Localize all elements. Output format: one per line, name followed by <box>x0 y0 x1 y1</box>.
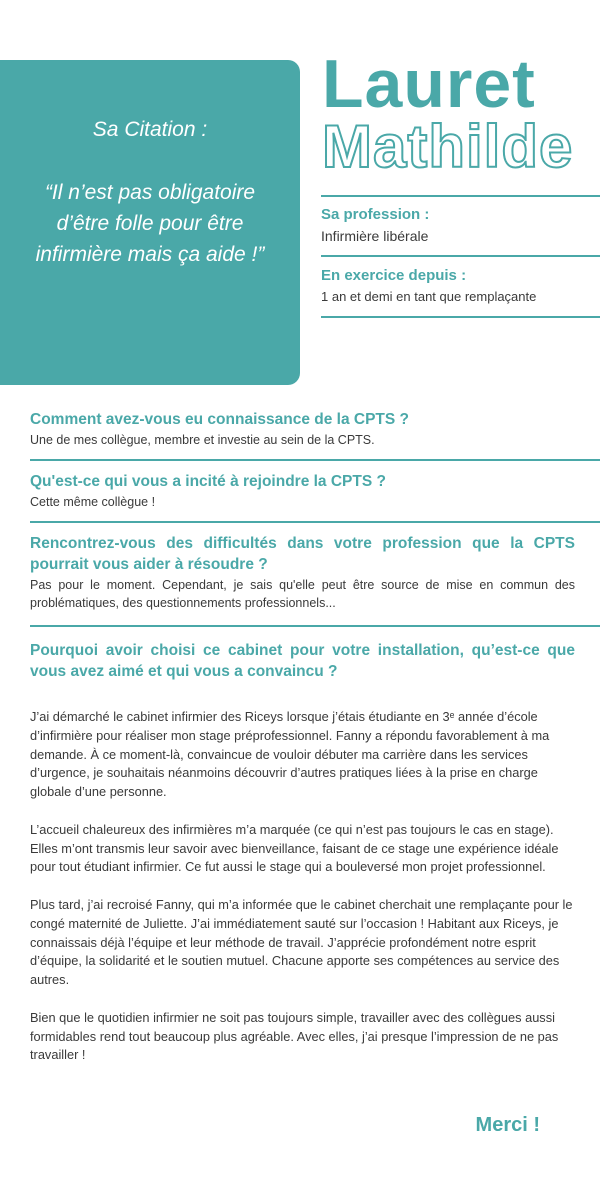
quote-text: “Il n’est pas obligatoire d’être folle pour être infirmière mais ça aide !” <box>35 181 265 266</box>
quote-label: Sa Citation : <box>92 118 208 141</box>
first-name: Mathilde <box>322 113 574 180</box>
question-4: Pourquoi avoir choisi ce cabinet pour votre installation, qu’est-ce que vous avez aimé et qui vous a convaincu ? <box>30 642 575 680</box>
last-name: Lauret <box>322 46 536 122</box>
divider <box>30 459 600 461</box>
divider <box>321 195 600 197</box>
answer-1: Une de mes collègue, membre et investie au sein de la CPTS. <box>30 433 375 447</box>
since-value: 1 an et demi en tant que remplaçante <box>321 289 537 304</box>
paragraph: L’accueil chaleureux des infirmières m’a marquée (ce qui n’est pas toujours le cas en stage). Elles m’ont transmis leur savoir avec bienveillance, faisant de ce stage une expérience idéale pour tout étudiant infirmier. Ce fut aussi le stage qui a bouleversé mon projet professionnel. <box>30 821 559 875</box>
divider <box>321 316 600 318</box>
answer-4-body <box>30 708 578 1084</box>
question-3: Rencontrez-vous des difficultés dans votre profession que la CPTS pourrait vous aider à résoudre ? <box>30 535 575 573</box>
paragraph: Bien que le quotidien infirmier ne soit pas toujours simple, travailler avec des collègues aussi formidables rend tout beaucoup plus agréable. Avec elles, j’ai presque l’impression de ne pas travailler ! <box>30 1009 559 1063</box>
divider <box>321 255 600 257</box>
question-1: Comment avez-vous eu connaissance de la CPTS ? <box>30 411 410 428</box>
profession-title: Sa profession : <box>321 206 430 223</box>
quote-box <box>0 60 300 385</box>
divider <box>30 625 600 627</box>
answer-3: Pas pour le moment. Cependant, je sais qu'elle peut être source de mise en commun des problématiques, des questionnements professionnels... <box>30 578 575 610</box>
closing-thanks: Merci ! <box>475 1114 540 1136</box>
paragraph: J’ai démarché le cabinet infirmier des Riceys lorsque j’étais étudiante en 3ᵉ année d’école d’infirmière pour réaliser mon stage préprofessionnel. Fanny a répondu favorablement à ma demande. À ce moment-là, convaincue de vouloir débuter ma carrière dans les services d’urgence, je souhaitais néanmoins découvrir d’autres pratiques liées à la prise en charge globale d’une personne. <box>30 709 550 800</box>
paragraph: Plus tard, j’ai recroisé Fanny, qui m’a informée que le cabinet cherchait une remplaçante pour le congé maternité de Juliette. J’ai immédiatement sauté sur l’occasion ! Habitant aux Riceys, je connaissais déjà l’équipe et leur méthode de travail. J’apprécie profondément notre esprit d’équipe, la solidarité et le soutien mutuel. Chacune apporte ses compétences au service des autres. <box>30 896 573 988</box>
answer-2: Cette même collègue ! <box>30 495 156 509</box>
question-2: Qu'est-ce qui vous a incité à rejoindre la CPTS ? <box>30 473 386 490</box>
divider <box>30 521 600 523</box>
since-title: En exercice depuis : <box>321 267 467 284</box>
profession-value: Infirmière libérale <box>321 228 429 244</box>
